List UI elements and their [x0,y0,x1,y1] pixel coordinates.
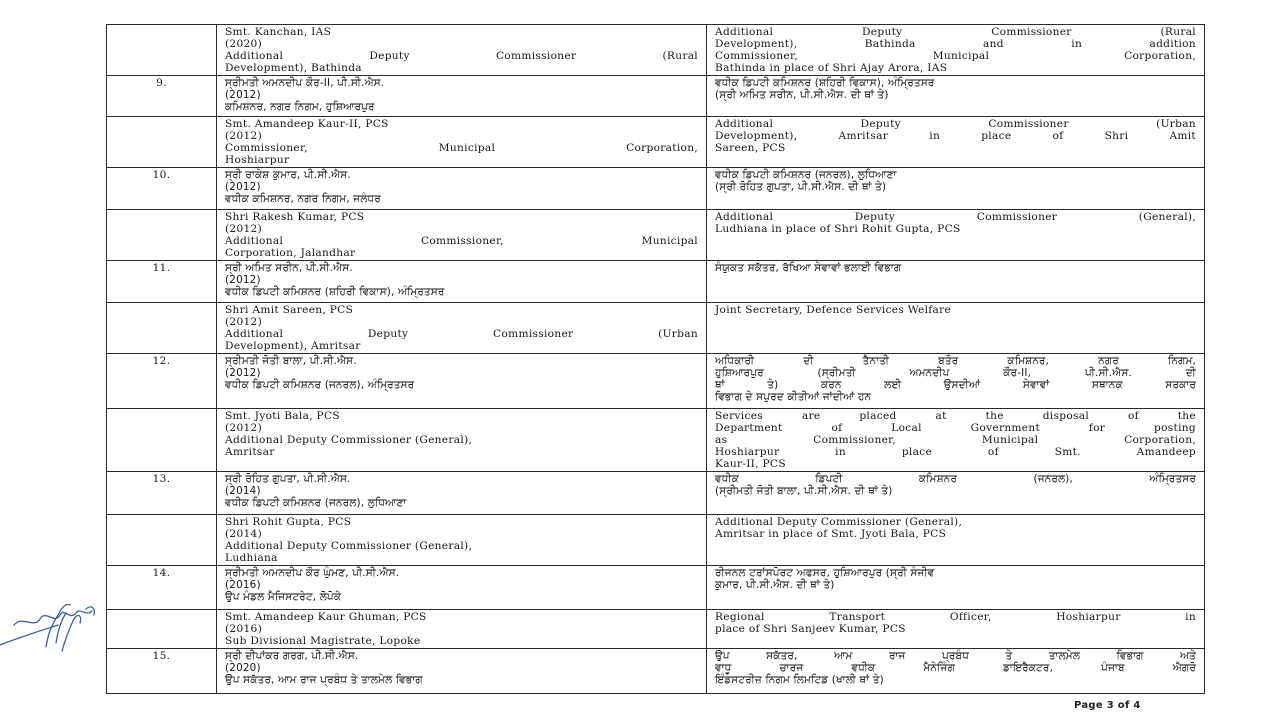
cell-text-line: Additional Deputy Commissioner (Urban [225,328,698,340]
serial-number-cell: 11. [107,261,217,303]
table-row [107,303,1205,354]
cell-text-line: ਸ੍ਰੀਮਤੀ ਅਮਨਦੀਪ ਕੌਰ ਘੁੰਮਣ, ਪੀ.ਸੀ.ਐਸ. [225,567,400,579]
cell-text-line: Hoshiarpur in place of Smt. Amandeep [715,446,1196,458]
cell-text-line: ਸ੍ਰੀਮਤੀ ਜੋਤੀ ਬਾਲਾ, ਪੀ.ਸੀ.ਐਸ. [225,355,357,367]
cell-text-line: Corporation, Jalandhar [225,247,356,259]
cell-text-line: (2016) [225,623,263,635]
cell-text-line: Kaur-II, PCS [715,458,786,470]
cell-text-line: Smt. Amandeep Kaur Ghuman, PCS [225,611,427,623]
cell-text-line: ਸ੍ਰੀ ਰੋਹਿਤ ਗੁਪਤਾ, ਪੀ.ਸੀ.ਐਸ. [225,473,351,485]
officer-new-posting-cell [707,649,1205,694]
handwritten-signature [0,585,112,665]
cell-text-line: ਉਪ ਸਕੱਤਰ, ਆਮ ਰਾਜ ਪ੍ਰਬੰਧ ਤੇ ਤਾਲਮੇਲ ਵਿਭਾਗ ਅਤੇ [715,650,1196,662]
cell-text-line: (2012) [225,89,261,101]
officer-new-posting-cell [707,76,1205,117]
cell-text-line: Bathinda in place of Shri Ajay Arora, IAS [715,62,948,74]
cell-text-line: ਸ੍ਰੀ ਰਾਕੇਸ਼ ਕੁਮਾਰ, ਪੀ.ਸੀ.ਐਸ. [225,169,351,181]
officer-current-posting-cell [217,76,707,117]
officer-new-posting-cell [707,409,1205,472]
cell-text-line: (2020) [225,662,261,674]
cell-text-line: (2012) [225,316,263,328]
cell-text-line: ਵਧੀਕ ਡਿਪਟੀ ਕਮਿਸ਼ਨਰ (ਜਨਰਲ), ਅੰਮ੍ਰਿਤਸਰ [225,379,415,391]
cell-text-line: ਵਧੀਕ ਕਮਿਸ਼ਨਰ, ਨਗਰ ਨਿਗਮ, ਜਲੰਧਰ [225,193,381,205]
cell-text-line: Development), Bathinda and in addition [715,38,1196,50]
cell-text-line: (2012) [225,422,263,434]
cell-text-line: Shri Rakesh Kumar, PCS [225,211,365,223]
cell-text-line: Joint Secretary, Defence Services Welfare [715,304,952,316]
page-number: Page 3 of 4 [1074,700,1141,711]
cell-text-line: ਵਧੀਕ ਡਿਪਟੀ ਕਮਿਸ਼ਨਰ (ਸ਼ਹਿਰੀ ਵਿਕਾਸ), ਅੰਮ੍ਰਿਤਸਰ [715,77,935,89]
cell-text-line: (ਸ੍ਰੀਮਤੀ ਜੋਤੀ ਬਾਲਾ, ਪੀ.ਸੀ.ਐਸ. ਦੀ ਥਾਂ ਤੇ) [715,485,893,497]
table-row [107,649,1205,694]
cell-text-line: Shri Amit Sareen, PCS [225,304,354,316]
table-row [107,472,1205,515]
cell-text-line: ਵਧੀਕ ਡਿਪਟੀ ਕਮਿਸ਼ਨਰ (ਸ਼ਹਿਰੀ ਵਿਕਾਸ), ਅੰਮ੍ਰਿਤਸਰ [225,286,445,298]
cell-text-line: ਰੀਜਨਲ ਟਰਾਂਸਪੋਰਟ ਅਫਸਰ, ਹੁਸ਼ਿਆਰਪੁਰ (ਸ੍ਰੀ ਸੰਜੀਵ [715,567,935,579]
cell-text-line: Shri Rohit Gupta, PCS [225,516,352,528]
cell-text-line: (2014) [225,485,261,497]
cell-text-line: (2020) [225,38,263,50]
officer-current-posting-cell [217,409,707,472]
table-row [107,117,1205,168]
cell-text-line: Smt. Amandeep Kaur-II, PCS [225,118,389,130]
cell-text-line: ਸ੍ਰੀ ਅਮਿਤ ਸਰੀਨ, ਪੀ.ਸੀ.ਐਸ. [225,262,353,274]
officer-current-posting-cell [217,566,707,610]
officer-new-posting-cell [707,168,1205,210]
transfer-orders-table [106,24,1205,694]
table-row [107,261,1205,303]
serial-number-cell [107,515,217,566]
cell-text-line: (2012) [225,181,261,193]
cell-text-line: ਅਧਿਕਾਰੀ ਦੀ ਤੈਨਾਤੀ ਬਤੌਰ ਕਮਿਸ਼ਨਰ, ਨਗਰ ਨਿਗਮ, [715,355,1196,367]
cell-text-line: ਵਧੀਕ ਡਿਪਟੀ ਕਮਿਸ਼ਨਰ (ਜਨਰਲ), ਅੰਮ੍ਰਿਤਸਰ [715,473,1196,485]
cell-text-line: ਸ੍ਰੀਮਤੀ ਅਮਨਦੀਪ ਕੌਰ-II, ਪੀ.ਸੀ.ਐਸ. [225,77,385,89]
cell-text-line: ਸ੍ਰੀ ਦੀਪਾਂਕਰ ਗਰਗ, ਪੀ.ਸੀ.ਐਸ. [225,650,359,662]
serial-number-cell [107,610,217,649]
cell-text-line: (ਸ੍ਰੀ ਰੋਹਿਤ ਗੁਪਤਾ, ਪੀ.ਸੀ.ਐਸ. ਦੀ ਥਾਂ ਤੇ) [715,181,887,193]
cell-text-line: Additional Deputy Commissioner (General), [225,540,473,552]
cell-text-line: Amritsar [225,446,275,458]
cell-text-line: Hoshiarpur [225,154,290,166]
cell-text-line: Commissioner, Municipal Corporation, [225,142,698,154]
table-row [107,566,1205,610]
serial-number-cell: 15. [107,649,217,694]
serial-number-cell [107,409,217,472]
cell-text-line: Amritsar in place of Smt. Jyoti Bala, PCS [715,528,947,540]
cell-text-line: Smt. Kanchan, IAS [225,26,332,38]
cell-text-line: ਹੁਸ਼ਿਆਰਪੁਰ (ਸ੍ਰੀਮਤੀ ਅਮਨਦੀਪ ਕੌਰ-II, ਪੀ.ਸੀ.ਐਸ. ਦੀ [715,367,1196,379]
cell-text-line: Additional Commissioner, Municipal [225,235,698,247]
officer-current-posting-cell [217,610,707,649]
cell-text-line: ਉਪ ਸਕੱਤਰ, ਆਮ ਰਾਜ ਪ੍ਰਬੰਧ ਤੇ ਤਾਲਮੇਲ ਵਿਭਾਗ [225,674,423,686]
table-row [107,610,1205,649]
officer-current-posting-cell [217,303,707,354]
serial-number-cell [107,117,217,168]
cell-text-line: Additional Deputy Commissioner (Rural [715,26,1196,38]
cell-text-line: Development), Amritsar [225,340,361,352]
cell-text-line: Additional Deputy Commissioner (General), [715,211,1196,223]
table-row [107,515,1205,566]
cell-text-line: Additional Deputy Commissioner (General), [715,516,963,528]
cell-text-line: (2012) [225,223,263,235]
cell-text-line: ਇੰਡਸਟਰੀਜ਼ ਨਿਗਮ ਲਿਮਟਿਡ (ਖਾਲੀ ਥਾਂ ਤੇ) [715,674,884,686]
table-row [107,76,1205,117]
cell-text-line: Regional Transport Officer, Hoshiarpur in [715,611,1196,623]
officer-new-posting-cell [707,472,1205,515]
table-row [107,210,1205,261]
cell-text-line: (2012) [225,274,261,286]
cell-text-line: Development), Bathinda [225,62,362,74]
cell-text-line: Commissioner, Municipal Corporation, [715,50,1196,62]
cell-text-line: ਕੁਮਾਰ, ਪੀ.ਸੀ.ਐਸ. ਦੀ ਥਾਂ ਤੇ) [715,579,835,591]
cell-text-line: ਸੰਯੁਕਤ ਸਕੱਤਰ, ਰੱਖਿਆ ਸੇਵਾਵਾਂ ਭਲਾਈ ਵਿਭਾਗ [715,262,902,274]
officer-current-posting-cell [217,354,707,409]
officer-current-posting-cell [217,168,707,210]
serial-number-cell: 9. [107,76,217,117]
cell-text-line: ਵਧੀਕ ਡਿਪਟੀ ਕਮਿਸ਼ਨਰ (ਜਨਰਲ), ਲੁਧਿਆਣਾ [225,497,407,509]
officer-current-posting-cell [217,649,707,694]
officer-current-posting-cell [217,261,707,303]
officer-current-posting-cell [217,472,707,515]
serial-number-cell: 14. [107,566,217,610]
table-row [107,354,1205,409]
cell-text-line: (2014) [225,528,263,540]
cell-text-line: ਥਾਂ ਤੇ) ਕਰਨ ਲਈ ਉਸਦੀਆਂ ਸੇਵਾਵਾਂ ਸਥਾਨਕ ਸਰਕਾਰ [715,379,1196,391]
cell-text-line: place of Shri Sanjeev Kumar, PCS [715,623,906,635]
cell-text-line: Additional Deputy Commissioner (Rural [225,50,698,62]
officer-new-posting-cell [707,25,1205,76]
serial-number-cell [107,303,217,354]
table-body [107,25,1205,694]
officer-new-posting-cell [707,210,1205,261]
serial-number-cell: 10. [107,168,217,210]
cell-text-line: ਉਪ ਮੰਡਲ ਮੈਜਿਸਟਰੇਟ, ਲੋਪੋਕੇ [225,591,342,603]
officer-new-posting-cell [707,261,1205,303]
officer-new-posting-cell [707,354,1205,409]
officer-current-posting-cell [217,210,707,261]
officer-new-posting-cell [707,117,1205,168]
officer-current-posting-cell [217,25,707,76]
cell-text-line: Sareen, PCS [715,142,786,154]
officer-new-posting-cell [707,610,1205,649]
cell-text-line: Ludhiana [225,552,278,564]
cell-text-line: (ਸ੍ਰੀ ਅਮਿਤ ਸਰੀਨ, ਪੀ.ਸੀ.ਐਸ. ਦੀ ਥਾਂ ਤੇ) [715,89,889,101]
cell-text-line: as Commissioner, Municipal Corporation, [715,434,1196,446]
cell-text-line: ਕਮਿਸ਼ਨਰ, ਨਗਰ ਨਿਗਮ, ਹੁਸ਼ਿਆਰਪੁਰ [225,101,375,113]
table-row [107,409,1205,472]
cell-text-line: Ludhiana in place of Shri Rohit Gupta, PCS [715,223,961,235]
cell-text-line: (2016) [225,579,261,591]
officer-new-posting-cell [707,303,1205,354]
cell-text-line: ਵਧੀਕ ਡਿਪਟੀ ਕਮਿਸ਼ਨਰ (ਜਨਰਲ), ਲੁਧਿਆਣਾ [715,169,897,181]
cell-text-line: Services are placed at the disposal of the [715,410,1196,422]
serial-number-cell [107,25,217,76]
officer-current-posting-cell [217,515,707,566]
cell-text-line: Smt. Jyoti Bala, PCS [225,410,340,422]
serial-number-cell: 13. [107,472,217,515]
cell-text-line: Additional Deputy Commissioner (General), [225,434,473,446]
cell-text-line: Department of Local Government for posting [715,422,1196,434]
cell-text-line: Development), Amritsar in place of Shri Amit [715,130,1196,142]
table-row [107,25,1205,76]
cell-text-line: ਵਾਧੂ ਚਾਰਜ ਵਧੀਕ ਮੈਨੇਜਿੰਗ ਡਾਇਰੈਕਟਰ, ਪੰਜਾਬ ਐਗਰੋ [715,662,1196,674]
officer-current-posting-cell [217,117,707,168]
serial-number-cell [107,210,217,261]
cell-text-line: ਵਿਭਾਗ ਦੇ ਸਪੁਰਦ ਕੀਤੀਆਂ ਜਾਂਦੀਆਂ ਹਨ [715,391,872,403]
cell-text-line: Additional Deputy Commissioner (Urban [715,118,1196,130]
officer-new-posting-cell [707,515,1205,566]
serial-number-cell: 12. [107,354,217,409]
transfer-orders-sheet [106,24,1204,694]
table-row [107,168,1205,210]
cell-text-line: (2012) [225,367,261,379]
officer-new-posting-cell [707,566,1205,610]
cell-text-line: Sub Divisional Magistrate, Lopoke [225,635,421,647]
cell-text-line: (2012) [225,130,263,142]
